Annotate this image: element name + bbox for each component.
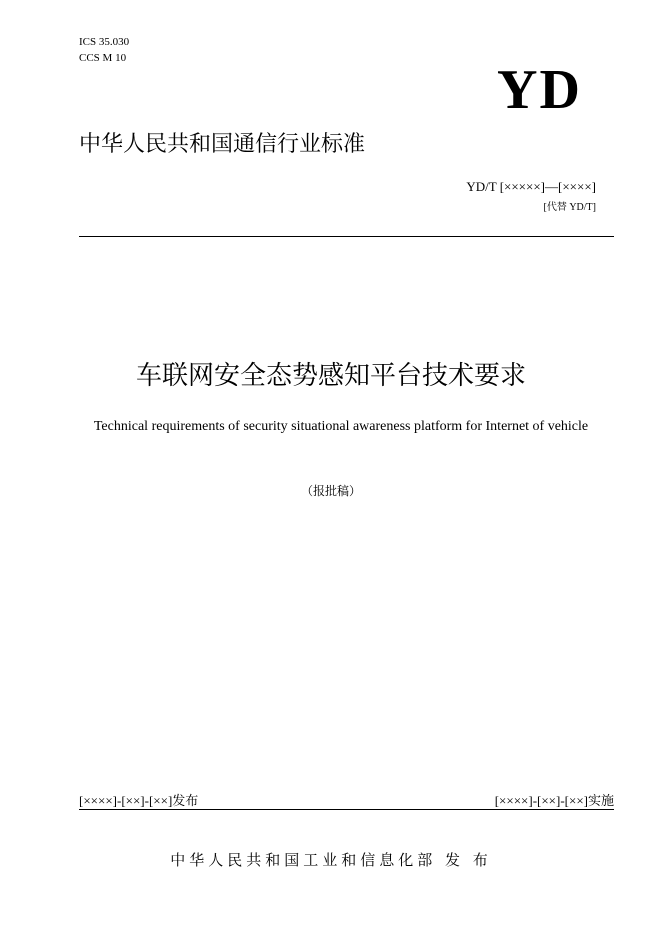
publisher: 中华人民共和国工业和信息化部 发 布 [170,851,492,869]
document-title-english: Technical requirements of security situational awareness platform for Internet of vehicle [93,419,589,434]
ccs-code: CCS M 10 [79,52,127,64]
issue-date: [××××]-[××]-[××]发布 [79,793,199,808]
ics-code: ICS 35.030 [79,36,130,48]
document-title-chinese: 车联网安全态势感知平台技术要求 [135,361,526,391]
classification-codes [79,34,129,66]
bottom-divider [79,809,614,810]
replaces-note: [代替 YD/T] [543,202,596,213]
top-divider [79,236,614,237]
draft-status: （报批稿） [300,484,361,498]
implementation-date: [××××]-[××]-[××]实施 [494,793,614,808]
yd-logo: YD [497,59,582,121]
standard-number: YD/T [×××××]—[××××] [466,179,596,194]
standard-category: 中华人民共和国通信行业标准 [79,132,366,157]
